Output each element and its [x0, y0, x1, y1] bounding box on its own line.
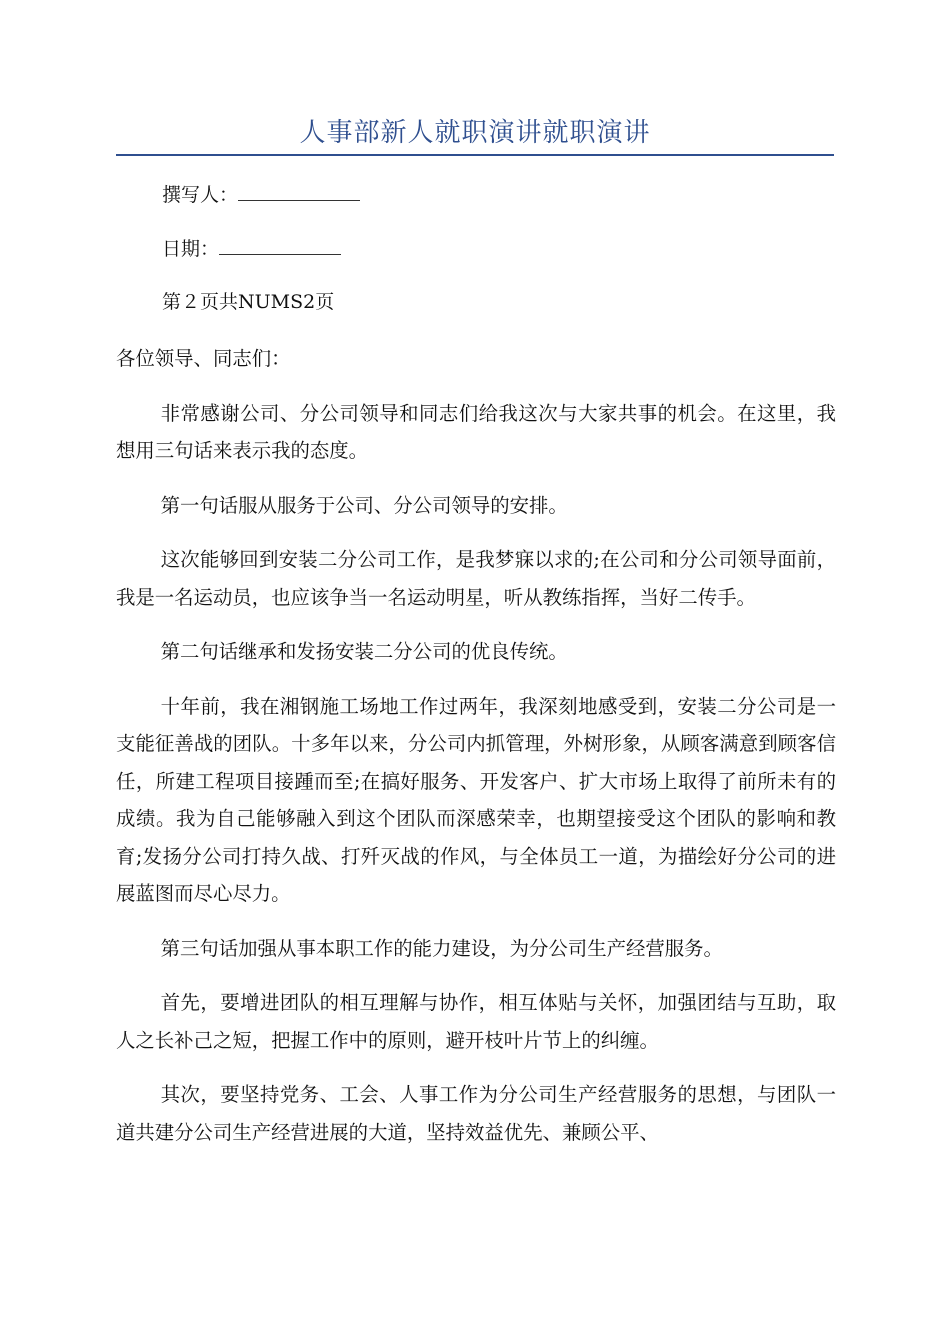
document-title: 人事部新人就职演讲就职演讲	[299, 118, 651, 148]
paragraph: 第一句话服从服务于公司、分公司领导的安排。	[160, 493, 568, 517]
author-label: 撰写人：	[162, 184, 239, 206]
author-blank	[238, 182, 360, 201]
date-blank	[219, 236, 341, 255]
title-underline	[116, 154, 834, 156]
document-body	[116, 340, 836, 1168]
date-line	[162, 235, 341, 263]
author-line	[162, 181, 360, 209]
paragraph: 这次能够回到安装二分公司工作，是我梦寐以求的;在公司和分公司领导面前，我是一名运动员，也应该争当一名运动明星，听从教练指挥，当好二传手。	[116, 548, 836, 609]
date-label: 日期：	[162, 238, 220, 260]
paragraph: 非常感谢公司、分公司领导和同志们给我这次与大家共事的机会。在这里，我想用三句话来表示我的态度。	[116, 401, 836, 462]
paragraph: 十年前，我在湘钢施工场地工作过两年，我深刻地感受到，安装二分公司是一支能征善战的团队。十多年以来，分公司内抓管理，外树形象，从顾客满意到顾客信任，所建工程项目接踵而至;在搞好服务、开发客户、扩大市场上取得了前所未有的成绩。我为自己能够融入到这个团队而深感荣幸，也期望接受这个团队的影响和教育;发扬分公司打持久战、打歼灭战的作风，与全体员工一道，为描绘好分公司的进展蓝图而尽心尽力。	[116, 694, 836, 905]
paragraph: 第三句话加强从事本职工作的能力建设，为分公司生产经营服务。	[160, 936, 723, 960]
salutation: 各位领导、同志们：	[116, 347, 291, 370]
page-info: 第２页共NUMS2页	[162, 291, 335, 313]
paragraph: 首先，要增进团队的相互理解与协作，相互体贴与关怀，加强团结与互助，取人之长补己之短，把握工作中的原则，避开枝叶片节上的纠缠。	[116, 991, 836, 1052]
paragraph: 其次，要坚持党务、工会、人事工作为分公司生产经营服务的思想，与团队一道共建分公司生产经营进展的大道，坚持效益优先、兼顾公平、	[116, 1083, 836, 1144]
paragraph: 第二句话继承和发扬安装二分公司的优良传统。	[160, 640, 568, 663]
